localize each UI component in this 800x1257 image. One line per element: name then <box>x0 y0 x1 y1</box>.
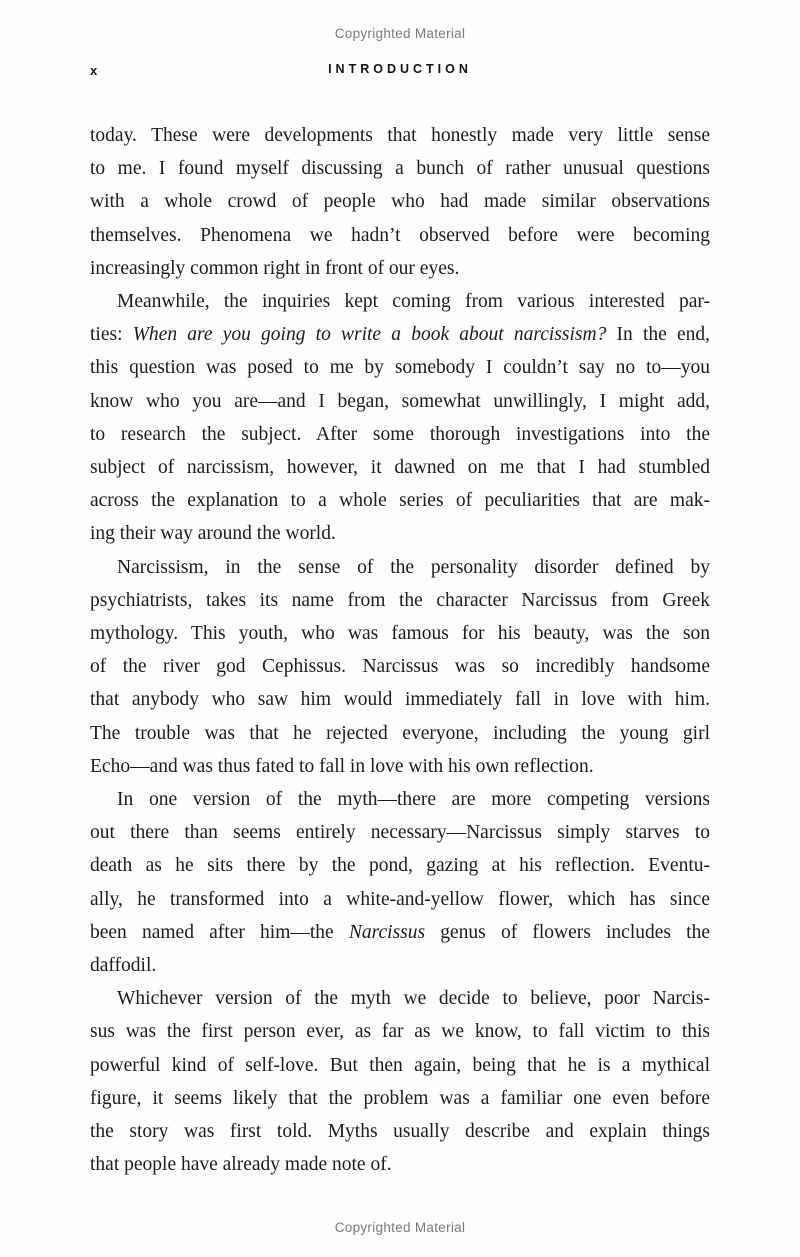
text-line: that anybody who saw him would immediately fall in love with him. <box>90 689 710 711</box>
bottom-copyright-notice: Copyrighted Material <box>334 1220 466 1235</box>
text-line: ing their way around the world. <box>90 523 336 545</box>
text-line: ally, he transformed into a white-and-yellow flower, which has since <box>90 888 710 910</box>
text-line: subject of narcissism, however, it dawned on me that I had stumbled <box>90 457 710 479</box>
text-line: of the river god Cephissus. Narcissus was so incredibly handsome <box>90 656 710 678</box>
text-line: The trouble was that he rejected everyone, including the young girl <box>90 722 710 744</box>
text-line: this question was posed to me by somebody I couldn’t say no to—you <box>90 357 710 379</box>
running-header <box>90 62 710 80</box>
text-line: with a whole crowd of people who had made similar observations <box>90 191 710 213</box>
paragraph <box>90 285 710 551</box>
paragraph <box>90 982 710 1181</box>
text-line: Echo—and was thus fated to fall in love with his own reflection. <box>90 755 594 777</box>
text-line: sus was the first person ever, as far as we know, to fall victim to this <box>90 1021 710 1043</box>
text-line: to me. I found myself discussing a bunch of rather unusual questions <box>90 158 710 180</box>
text-line: Meanwhile, the inquiries kept coming from various interested par- <box>117 291 710 313</box>
text-line: Narcissism, in the sense of the personality disorder defined by <box>117 556 710 578</box>
text-line: that people have already made note of. <box>90 1154 392 1176</box>
text-line: been named after him—the Narcissus genus of flowers includes the <box>90 921 710 943</box>
text-line: themselves. Phenomena we hadn’t observed before were becoming <box>90 224 710 246</box>
text-line: In one version of the myth—there are more competing versions <box>117 789 710 811</box>
text-line: know who you are—and I began, somewhat unwillingly, I might add, <box>90 390 710 412</box>
text-line: daffodil. <box>90 955 157 977</box>
text-line: powerful kind of self-love. But then again, being that he is a mythical <box>90 1054 710 1076</box>
page-number: x <box>90 63 98 78</box>
text-line: death as he sits there by the pond, gazing at his reflection. Eventu- <box>90 855 710 877</box>
body-text <box>90 119 710 1182</box>
text-line: today. These were developments that honestly made very little sense <box>90 125 710 146</box>
text-line: across the explanation to a whole series of peculiarities that are mak- <box>90 490 710 512</box>
text-line: figure, it seems likely that the problem was a familiar one even before <box>90 1087 710 1109</box>
text-line: psychiatrists, takes its name from the character Narcissus from Greek <box>90 589 710 611</box>
top-copyright-notice: Copyrighted Material <box>334 26 466 41</box>
text-line: Whichever version of the myth we decide to believe, poor Narcis- <box>117 988 710 1010</box>
text-line: mythology. This youth, who was famous for his beauty, was the son <box>90 623 710 645</box>
paragraph <box>90 119 710 285</box>
text-line: to research the subject. After some thorough investigations into the <box>90 423 710 445</box>
paragraph <box>90 551 710 783</box>
paragraph <box>90 783 710 982</box>
text-line: increasingly common right in front of our eyes. <box>90 257 460 279</box>
text-line: ties: When are you going to write a book about narcissism? In the end, <box>90 324 710 346</box>
text-line: out there than seems entirely necessary—Narcissus simply starves to <box>90 822 710 844</box>
text-line: the story was first told. Myths usually describe and explain things <box>90 1121 710 1143</box>
chapter-title: INTRODUCTION <box>328 62 472 76</box>
